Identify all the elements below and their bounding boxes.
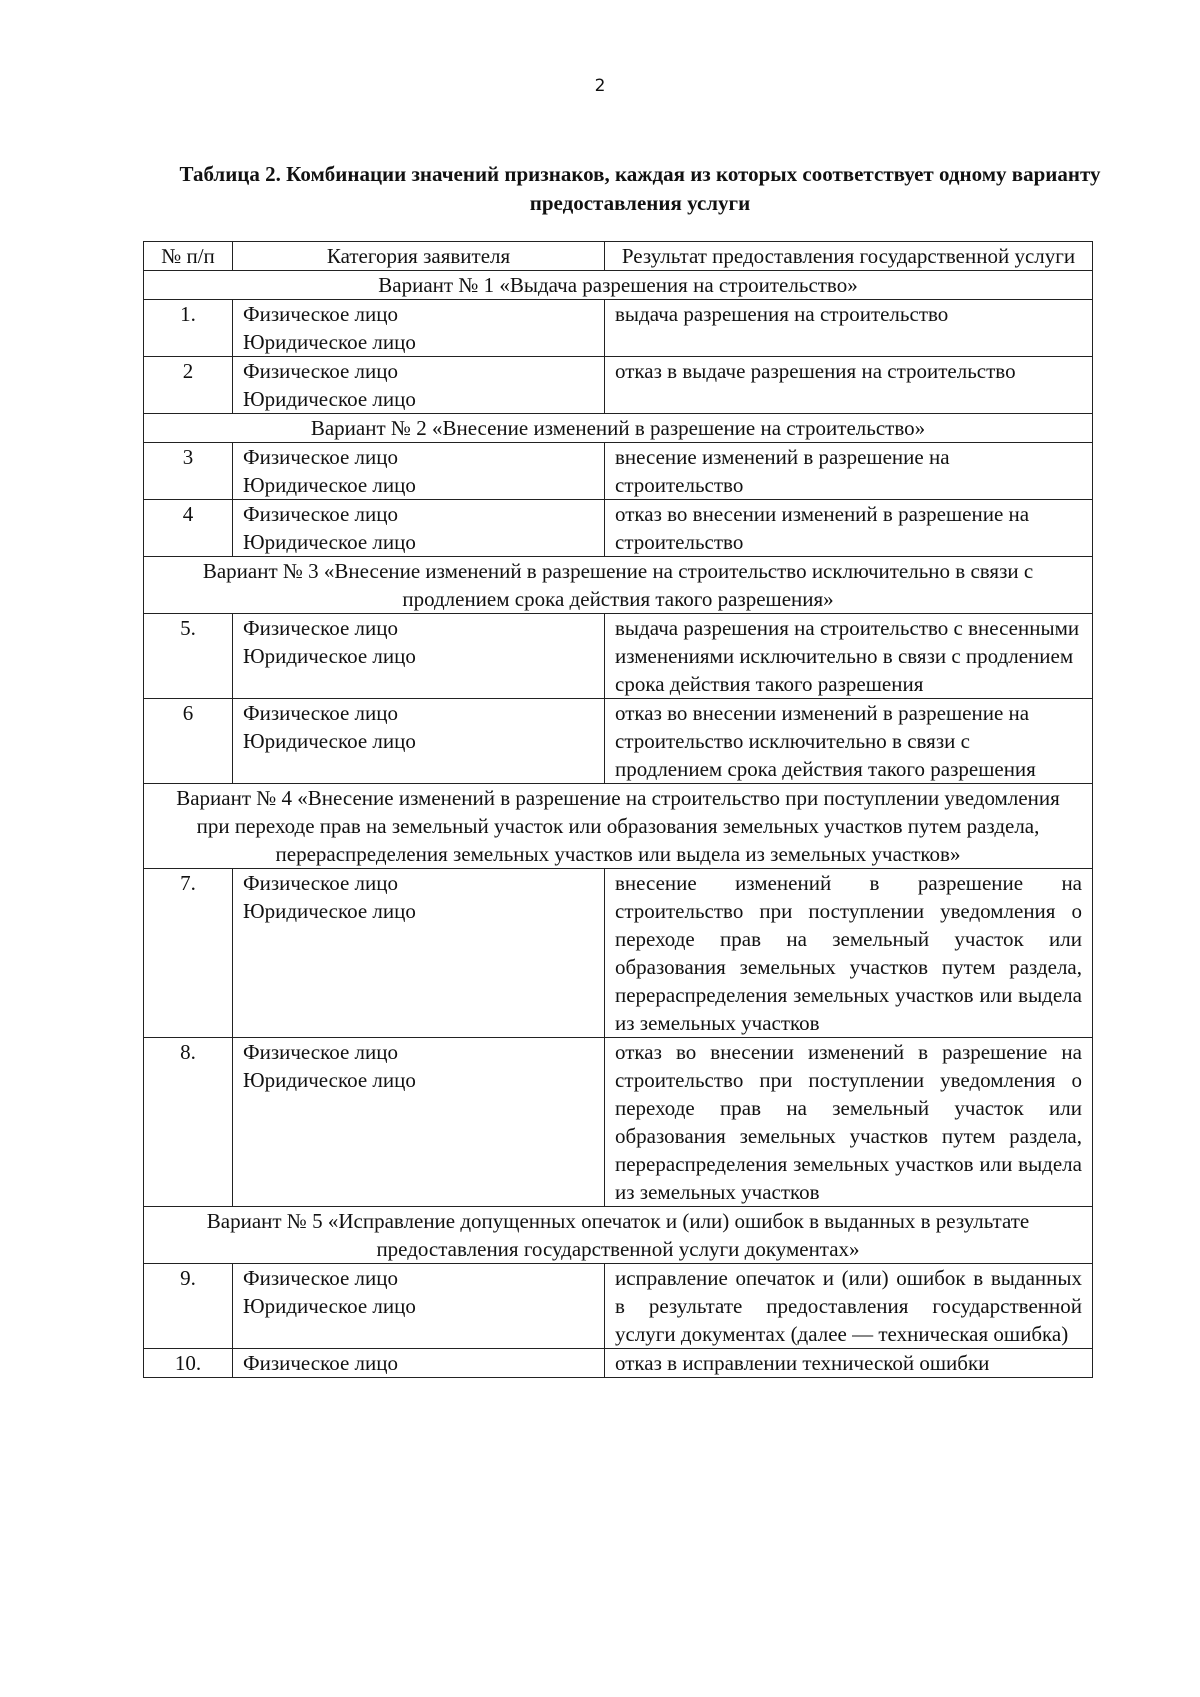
applicant-category (233, 869, 605, 1038)
category-individual: Физическое лицо (243, 1266, 399, 1290)
page-number: 2 (594, 76, 606, 96)
category-legal-entity: Юридическое лицо (243, 387, 416, 411)
service-result: внесение изменений в разрешение на строительство (605, 443, 1093, 500)
service-result: отказ в исправлении технической ошибки (605, 1349, 1093, 1378)
table-row (144, 1038, 1093, 1207)
applicant-category (233, 1264, 605, 1349)
category-individual: Физическое лицо (243, 1351, 399, 1375)
service-result: отказ во внесении изменений в разрешение на строительство исключительно в связи с продлением срока действия такого разрешения (605, 699, 1093, 784)
applicant-category (233, 614, 605, 699)
table-row (144, 357, 1093, 414)
service-result: выдача разрешения на строительство с внесенными изменениями исключительно в связи с продлением срока действия такого разрешения (605, 614, 1093, 699)
service-result: исправление опечаток и (или) ошибок в выданных в результате предоставления государственной услуги документах (далее — техническая ошибка) (605, 1264, 1093, 1349)
variant-row (144, 271, 1093, 300)
variant-title: Вариант № 1 «Выдача разрешения на строительство» (144, 271, 1093, 300)
variant-title: Вариант № 3 «Внесение изменений в разрешение на строительство исключительно в связи с продлением срока действия такого разрешения» (144, 557, 1093, 614)
applicant-category (233, 357, 605, 414)
applicant-category (233, 1038, 605, 1207)
row-number: 10. (144, 1349, 233, 1378)
row-number: 5. (144, 614, 233, 699)
category-individual: Физическое лицо (243, 701, 399, 725)
category-individual: Физическое лицо (243, 359, 399, 383)
variant-row (144, 784, 1093, 869)
service-result: отказ в выдаче разрешения на строительство (605, 357, 1093, 414)
service-result: выдача разрешения на строительство (605, 300, 1093, 357)
row-number: 8. (144, 1038, 233, 1207)
row-number: 4 (144, 500, 233, 557)
row-number: 2 (144, 357, 233, 414)
row-number: 6 (144, 699, 233, 784)
header-category: Категория заявителя (233, 242, 605, 271)
table-row (144, 699, 1093, 784)
applicant-category (233, 699, 605, 784)
row-number: 9. (144, 1264, 233, 1349)
service-result: внесение изменений в разрешение на строительство при поступлении уведомления о переходе прав на земельный участок или образования земельных участков путем раздела, перераспределения земельных участков или выдела из земельных участков (605, 869, 1093, 1038)
variant-title: Вариант № 4 «Внесение изменений в разрешение на строительство при поступлении уведомления при переходе прав на земельный участок или образования земельных участков путем раздела, перераспределения земельных участков или выдела из земельных участков» (144, 784, 1093, 869)
variant-row (144, 557, 1093, 614)
variant-row (144, 1207, 1093, 1264)
table-row (144, 614, 1093, 699)
table-row (144, 1349, 1093, 1378)
variant-title: Вариант № 5 «Исправление допущенных опечаток и (или) ошибок в выданных в результате предоставления государственной услуги документах» (144, 1207, 1093, 1264)
category-legal-entity: Юридическое лицо (243, 644, 416, 668)
applicant-category (233, 443, 605, 500)
variant-row (144, 414, 1093, 443)
table-header-row (144, 242, 1093, 271)
variant-title: Вариант № 2 «Внесение изменений в разрешение на строительство» (144, 414, 1093, 443)
applicant-category (233, 1349, 605, 1378)
category-individual: Физическое лицо (243, 302, 399, 326)
category-legal-entity: Юридическое лицо (243, 1068, 416, 1092)
variants-table (143, 241, 1093, 1378)
applicant-category (233, 300, 605, 357)
category-individual: Физическое лицо (243, 871, 399, 895)
applicant-category (233, 500, 605, 557)
row-number: 3 (144, 443, 233, 500)
category-legal-entity: Юридическое лицо (243, 899, 416, 923)
category-individual: Физическое лицо (243, 616, 399, 640)
row-number: 1. (144, 300, 233, 357)
category-legal-entity: Юридическое лицо (243, 473, 416, 497)
table-row (144, 500, 1093, 557)
category-legal-entity: Юридическое лицо (243, 729, 416, 753)
category-individual: Физическое лицо (243, 445, 399, 469)
category-legal-entity: Юридическое лицо (243, 530, 416, 554)
category-individual: Физическое лицо (243, 502, 399, 526)
service-result: отказ во внесении изменений в разрешение на строительство при поступлении уведомления о переходе прав на земельный участок или образования земельных участков путем раздела, перераспределения земельных участков или выдела из земельных участков (605, 1038, 1093, 1207)
table-title: Таблица 2. Комбинации значений признаков, каждая из которых соответствует одному варианту предоставления услуги (179, 162, 1101, 215)
header-result: Результат предоставления государственной услуги (605, 242, 1093, 271)
row-number: 7. (144, 869, 233, 1038)
header-num: № п/п (144, 242, 233, 271)
table-row (144, 1264, 1093, 1349)
category-legal-entity: Юридическое лицо (243, 330, 416, 354)
category-legal-entity: Юридическое лицо (243, 1294, 416, 1318)
table-row (144, 300, 1093, 357)
service-result: отказ во внесении изменений в разрешение на строительство (605, 500, 1093, 557)
table-row (144, 443, 1093, 500)
category-individual: Физическое лицо (243, 1040, 399, 1064)
table-row (144, 869, 1093, 1038)
